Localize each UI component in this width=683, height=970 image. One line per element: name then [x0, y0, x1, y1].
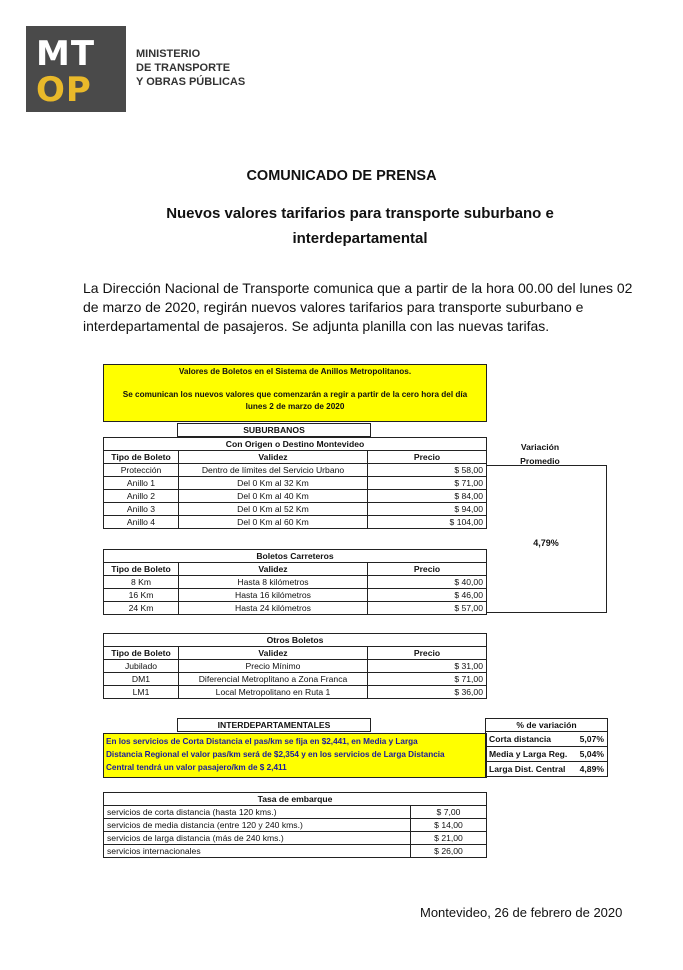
table-row [104, 660, 487, 673]
cell-tipo: Jubilado [104, 660, 179, 673]
footer-date: Montevideo, 26 de febrero de 2020 [420, 905, 623, 920]
pct-value: 5,04% [575, 747, 608, 762]
tasa-value: $ 21,00 [411, 832, 487, 845]
subtitle-line-1: Nuevos valores tarifarios para transporte suburbano e [166, 205, 554, 222]
tasa-value: $ 26,00 [411, 845, 487, 858]
table-row [104, 464, 487, 477]
table-row [104, 806, 487, 819]
carreteros-title: Boletos Carreteros [104, 550, 487, 563]
cell-validez: Del 0 Km al 52 Km [179, 503, 368, 516]
yellow-header-line-3: lunes 2 de marzo de 2020 [245, 402, 345, 411]
cell-validez: Del 0 Km al 32 Km [179, 477, 368, 490]
header-precio: Precio [368, 563, 487, 576]
table-row [104, 845, 487, 858]
header-precio: Precio [368, 647, 487, 660]
ministry-line-3: Y OBRAS PÚBLICAS [136, 76, 246, 88]
cell-tipo: Anillo 3 [104, 503, 179, 516]
subtitle-line-2: interdepartamental [292, 230, 428, 247]
cell-precio: $ 71,00 [368, 673, 487, 686]
yellow-header-line-2: Se comunican los nuevos valores que comenzarán a regir a partir de la cero hora del día [122, 390, 468, 399]
table-row [104, 490, 487, 503]
table-row [486, 747, 608, 762]
header-validez: Validez [179, 647, 368, 660]
cell-precio: $ 40,00 [368, 576, 487, 589]
cell-tipo: 24 Km [104, 602, 179, 615]
cell-precio: $ 57,00 [368, 602, 487, 615]
cell-validez: Diferencial Metroplitano a Zona Franca [179, 673, 368, 686]
press-release-subtitle [120, 201, 600, 251]
table-row [104, 576, 487, 589]
table-row [104, 589, 487, 602]
pct-label: Corta distancia [486, 732, 575, 747]
cell-precio: $ 58,00 [368, 464, 487, 477]
ministry-line-2: DE TRANSPORTE [136, 62, 231, 74]
variacion-label-1: Variación [520, 442, 560, 452]
cell-precio: $ 84,00 [368, 490, 487, 503]
yellow-header-box [103, 364, 487, 422]
tasa-title: Tasa de embarque [104, 793, 487, 806]
table-row [104, 516, 487, 529]
cell-tipo: DM1 [104, 673, 179, 686]
cell-validez: Hasta 16 kilómetros [179, 589, 368, 602]
logo-top-text: MT [36, 34, 96, 74]
table-row [486, 762, 608, 777]
header-tipo: Tipo de Boleto [104, 647, 179, 660]
variacion-value: 4,79% [533, 538, 559, 548]
ministry-name [136, 47, 245, 89]
pct-title: % de variación [486, 719, 608, 732]
cell-precio: $ 104,00 [368, 516, 487, 529]
otros-table [103, 633, 487, 699]
cell-validez: Del 0 Km al 60 Km [179, 516, 368, 529]
press-release-title: COMUNICADO DE PRENSA [246, 168, 437, 184]
header-validez: Validez [179, 451, 368, 464]
body-paragraph: La Dirección Nacional de Transporte comunica que a partir de la hora 00.00 del lunes 02 de marzo de 2020, regirán nuevos valores tarifarios para transporte suburbano e interdepartamental de pasajeros. Se adjunta planilla con las nuevas tarifas. [83, 280, 633, 334]
cell-precio: $ 46,00 [368, 589, 487, 602]
cell-tipo: 8 Km [104, 576, 179, 589]
table-row [104, 477, 487, 490]
cell-precio: $ 31,00 [368, 660, 487, 673]
carreteros-table [103, 549, 487, 615]
suburbanos-subtitle: Con Origen o Destino Montevideo [104, 438, 487, 451]
variacion-box [486, 465, 607, 613]
variacion-label-2: Promedio [520, 456, 560, 466]
table-row [104, 503, 487, 516]
pct-label: Larga Dist. Central [486, 762, 575, 777]
cell-precio: $ 36,00 [368, 686, 487, 699]
tasa-label: servicios de larga distancia (más de 240 kms.) [104, 832, 411, 845]
yellow-header-line-1: Valores de Boletos en el Sistema de Anillos Metropolitanos. [178, 367, 412, 376]
cell-precio: $ 71,00 [368, 477, 487, 490]
cell-validez: Local Metropolitano en Ruta 1 [179, 686, 368, 699]
table-row [104, 686, 487, 699]
header-precio: Precio [368, 451, 487, 464]
cell-tipo: Anillo 2 [104, 490, 179, 503]
table-row [486, 732, 608, 747]
logo-bottom-text: OP [36, 70, 92, 110]
tasa-embarque-table [103, 792, 487, 858]
cell-tipo: Anillo 4 [104, 516, 179, 529]
inter-title: INTERDEPARTAMENTALES [177, 718, 371, 732]
cell-tipo: Anillo 1 [104, 477, 179, 490]
header-tipo: Tipo de Boleto [104, 563, 179, 576]
inter-text-box [103, 733, 487, 778]
tasa-value: $ 14,00 [411, 819, 487, 832]
table-row [104, 832, 487, 845]
pct-value: 4,89% [575, 762, 608, 777]
cell-validez: Precio Mínimo [179, 660, 368, 673]
table-row [104, 819, 487, 832]
cell-validez: Hasta 8 kilómetros [179, 576, 368, 589]
table-row [104, 673, 487, 686]
tasa-label: servicios internacionales [104, 845, 411, 858]
inter-text-line-3: Central tendrá un valor pasajero/km de $ 2,411 [106, 763, 287, 772]
suburbanos-table [103, 437, 487, 529]
mtop-logo [26, 26, 126, 112]
pct-label: Media y Larga Reg. [486, 747, 575, 762]
pct-variacion-table [485, 718, 608, 777]
cell-tipo: 16 Km [104, 589, 179, 602]
table-row [104, 602, 487, 615]
otros-title: Otros Boletos [104, 634, 487, 647]
suburbanos-title: SUBURBANOS [177, 423, 371, 437]
ministry-line-1: MINISTERIO [136, 48, 201, 60]
inter-text-line-1: En los servicios de Corta Distancia el pas/km se fija en $2,441, en Media y Larga [106, 737, 418, 746]
cell-validez: Dentro de límites del Servicio Urbano [179, 464, 368, 477]
header-tipo: Tipo de Boleto [104, 451, 179, 464]
header-validez: Validez [179, 563, 368, 576]
tasa-label: servicios de corta distancia (hasta 120 kms.) [104, 806, 411, 819]
variacion-label [495, 440, 585, 468]
tasa-value: $ 7,00 [411, 806, 487, 819]
pct-value: 5,07% [575, 732, 608, 747]
cell-tipo: LM1 [104, 686, 179, 699]
cell-validez: Del 0 Km al 40 Km [179, 490, 368, 503]
cell-precio: $ 94,00 [368, 503, 487, 516]
cell-validez: Hasta 24 kilómetros [179, 602, 368, 615]
cell-tipo: Protección [104, 464, 179, 477]
tasa-label: servicios de media distancia (entre 120 y 240 kms.) [104, 819, 411, 832]
inter-text-line-2: Distancia Regional el valor pas/km será de $2,354 y en los servicios de Larga Distancia [106, 750, 445, 759]
